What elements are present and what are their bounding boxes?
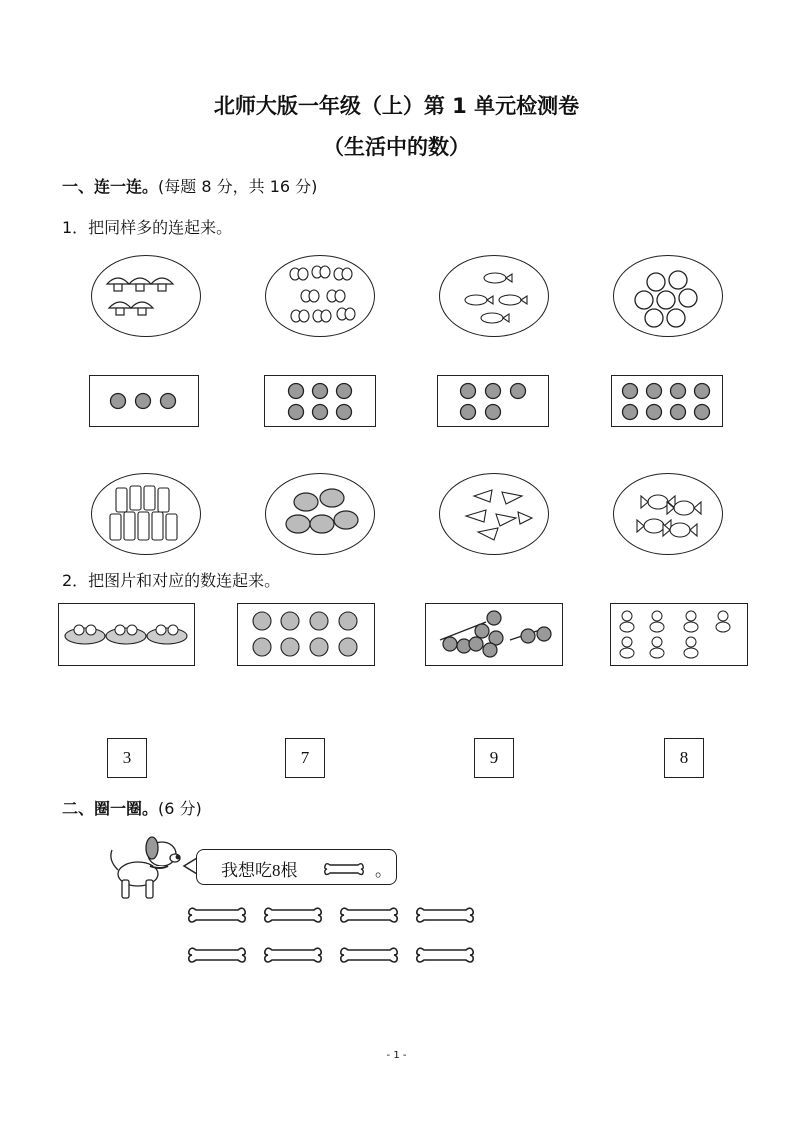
picture-box-dolls[interactable]	[610, 603, 748, 666]
number-box-1[interactable]: 3	[107, 738, 147, 778]
apple-icon	[614, 256, 724, 338]
speech-text: 我想吃8根	[221, 861, 298, 880]
chick-nest-icon	[59, 604, 193, 664]
dog-icon	[104, 826, 186, 904]
picture-box-cherries[interactable]	[425, 603, 563, 666]
butterfly-plate[interactable]	[265, 255, 375, 337]
bone-6[interactable]	[265, 948, 321, 962]
potato-icon	[266, 474, 376, 556]
cake-slice-icon	[440, 474, 550, 556]
candy-icon	[614, 474, 724, 556]
section2-heading: 二、圈一圈。	[62, 799, 159, 818]
dot-box-4[interactable]	[611, 375, 723, 427]
speech-bubble	[196, 849, 397, 885]
dot-box-3[interactable]	[437, 375, 549, 427]
bone-7[interactable]	[341, 948, 397, 962]
bone-2[interactable]	[265, 908, 321, 922]
page-subtitle: （生活中的数）	[323, 135, 470, 159]
dog-illustration	[104, 826, 186, 904]
section1-heading: 一、连一连。	[62, 177, 159, 196]
bone-3[interactable]	[341, 908, 397, 922]
candy-plate[interactable]	[613, 473, 723, 555]
doll-icon	[611, 604, 746, 664]
potato-plate[interactable]	[265, 473, 375, 555]
bottle-icon	[92, 474, 202, 556]
bone-1[interactable]	[189, 908, 245, 922]
speech-period: 。	[375, 861, 392, 881]
number-box-2[interactable]: 7	[285, 738, 325, 778]
dot-box-2[interactable]	[264, 375, 376, 427]
page-title: 北师大版一年级（上）第 1 单元检测卷	[213, 94, 580, 118]
mushroom-plate[interactable]	[91, 255, 201, 337]
bone-5[interactable]	[189, 948, 245, 962]
number-box-3[interactable]: 9	[474, 738, 514, 778]
cake-plate[interactable]	[439, 473, 549, 555]
bone-icon	[324, 862, 364, 876]
question1-text: 1．把同样多的连起来。	[62, 218, 233, 237]
picture-box-chicks[interactable]	[58, 603, 195, 666]
section2-score: (6 分)	[158, 799, 202, 818]
section2-heading-line	[62, 796, 202, 819]
peach-icon	[238, 604, 373, 664]
bone-4[interactable]	[417, 908, 473, 922]
cherry-icon	[426, 604, 561, 664]
butterfly-icon	[266, 256, 376, 338]
fish-plate[interactable]	[439, 255, 549, 337]
number-box-4[interactable]: 8	[664, 738, 704, 778]
question2-text: 2．把图片和对应的数连起来。	[62, 571, 281, 590]
bottle-plate[interactable]	[91, 473, 201, 555]
apple-plate[interactable]	[613, 255, 723, 337]
page-number: - 1 -	[386, 1050, 407, 1061]
fish-icon	[440, 256, 550, 338]
dot-box-1[interactable]	[89, 375, 199, 427]
mushroom-icon	[92, 256, 202, 338]
bone-8[interactable]	[417, 948, 473, 962]
picture-box-peaches[interactable]	[237, 603, 375, 666]
section1-score: (每题 8 分，共 16 分)	[158, 177, 318, 196]
section1-heading-line	[62, 174, 317, 197]
bone-grid	[186, 904, 478, 974]
